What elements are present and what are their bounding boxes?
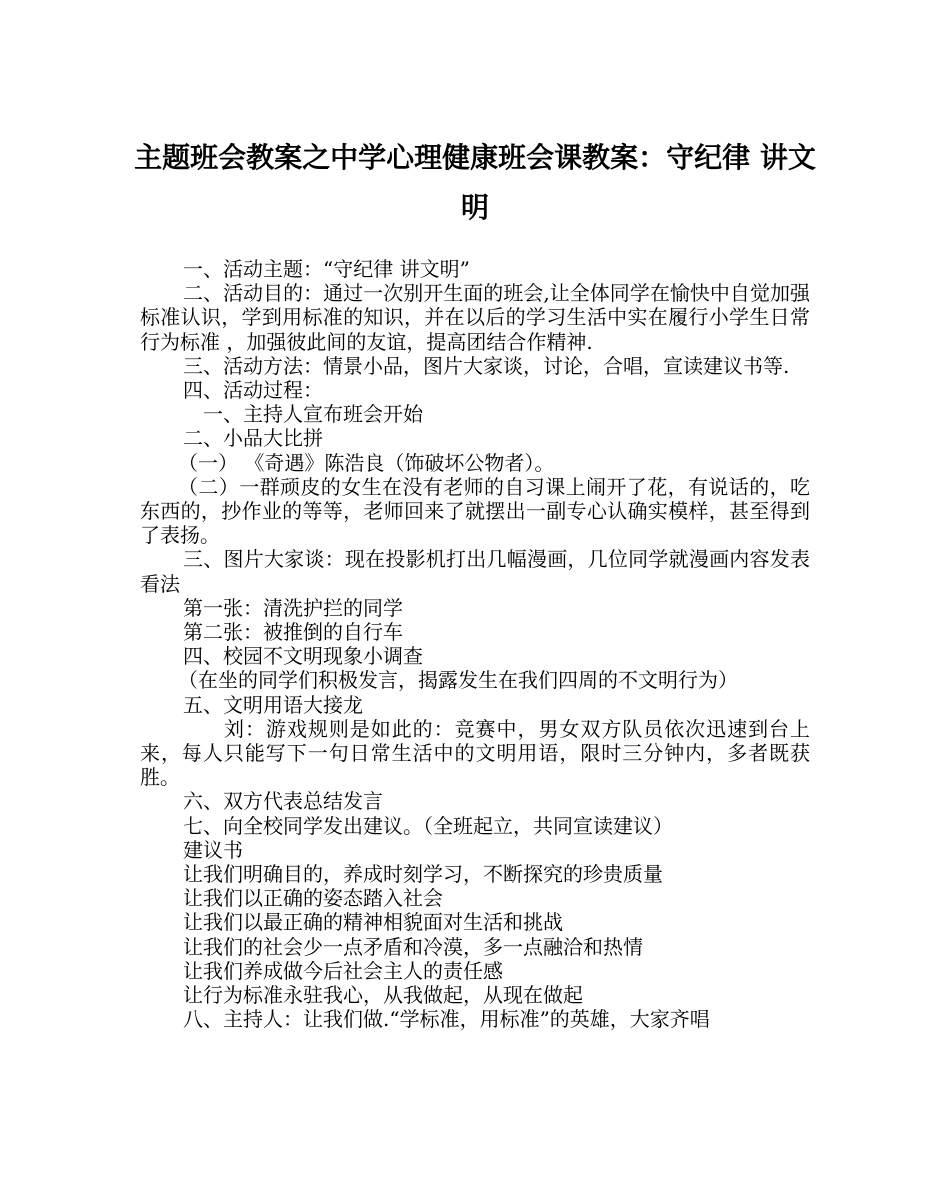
proposal-line: 让我们养成做今后社会主人的责任感	[183, 958, 503, 983]
paragraph-sketch-one: （一） 《奇遇》陈浩良（饰破坏公物者）。	[178, 450, 555, 475]
paragraph-activity-theme: 一、活动主题：“守纪律 讲文明”	[183, 257, 470, 281]
paragraph-proposal: 七、向全校同学发出建议。（全班起立，共同宣读建议）	[183, 813, 673, 838]
proposal-line: 让我们以正确的姿态踏入社会	[183, 886, 443, 911]
paragraph-sketch-two: （二）一群顽皮的女生在没有老师的自习课上闹开了花，有说话的，吃东西的，抄作业的等等，老师回来了就摆出一副专心认确实模样，甚至得到了表扬。	[140, 474, 810, 548]
paragraph-picture-one: 第一张：清洗护拦的同学	[183, 595, 403, 620]
paragraph-proposal-title: 建议书	[183, 837, 243, 862]
paragraph-sketch-contest: 二、小品大比拼	[183, 426, 323, 451]
proposal-line: 让行为标准永驻我心，从我做起，从现在做起	[183, 983, 583, 1008]
paragraph-activity-method: 三、活动方法：情景小品，图片大家谈，讨论，合唱，宣读建议书等.	[183, 353, 790, 378]
paragraph-host-announces: 一、主持人宣布班会开始	[203, 402, 423, 427]
paragraph-picture-two: 第二张：被推倒的自行车	[183, 620, 403, 645]
proposal-line: 让我们明确目的，养成时刻学习，不断探究的珍贵质量	[183, 862, 663, 887]
document-title: 主题班会教案之中学心理健康班会课教案：守纪律 讲文明	[134, 141, 816, 224]
proposal-line: 让我们的社会少一点矛盾和冷漠，多一点融洽和热情	[183, 934, 643, 959]
paragraph-game-rules: 刘：游戏规则是如此的：竞赛中，男女双方队员依次迅速到台上来，每人只能写下一句日常生活中的文明用语，限时三分钟内，多者既获胜。	[140, 716, 810, 790]
document-body	[140, 257, 810, 1032]
paragraph-picture-talk: 三、图片大家谈：现在投影机打出几幅漫画，几位同学就漫画内容发表看法	[140, 547, 810, 596]
paragraph-host-closing: 八、主持人：让我们做.“学标准，用标准”的英雄，大家齐唱	[183, 1007, 710, 1032]
proposal-line: 让我们以最正确的精神相貌面对生活和挑战	[183, 910, 563, 935]
paragraph-activity-purpose: 二、活动目的：通过一次别开生面的班会,让全体同学在愉快中自觉加强标准认识，学到用标准的知识，并在以后的学习生活中实在履行小学生日常行为标准 ，加强彼此间的友谊，提高团结合作精神.	[140, 281, 810, 354]
paragraph-survey-note: （在坐的同学们积极发言，揭露发生在我们四周的不文明行为）	[178, 668, 738, 693]
paragraph-activity-process: 四、活动过程：	[183, 378, 323, 403]
paragraph-summary-speech: 六、双方代表总结发言	[183, 789, 383, 814]
paragraph-campus-survey: 四、校园不文明现象小调查	[183, 644, 423, 669]
paragraph-civil-language: 五、文明用语大接龙	[183, 692, 363, 717]
